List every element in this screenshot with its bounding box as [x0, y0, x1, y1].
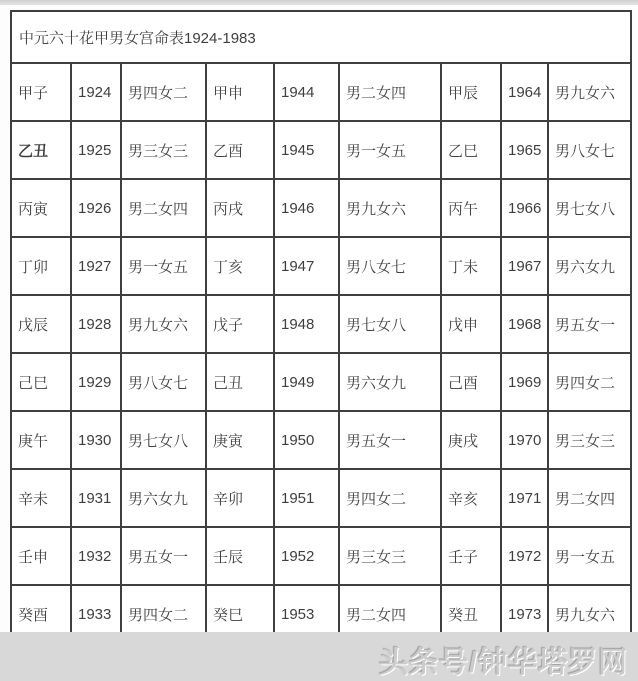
ganzhi-cell: 乙丑: [11, 121, 71, 179]
ganzhi-cell: 癸巳: [206, 585, 274, 643]
gender-number-cell: 男四女二: [548, 353, 631, 411]
gender-number-cell: 男五女一: [548, 295, 631, 353]
table-row: [11, 353, 631, 411]
table-row: [11, 527, 631, 585]
gender-number-cell: 男一女五: [121, 237, 206, 295]
ganzhi-cell: 丁亥: [206, 237, 274, 295]
table-row: [11, 237, 631, 295]
gender-number-cell: 男九女六: [339, 179, 441, 237]
gender-number-cell: 男二女四: [339, 63, 441, 121]
gender-number-cell: 男八女七: [121, 353, 206, 411]
ganzhi-cell: 辛卯: [206, 469, 274, 527]
year-cell: 1933: [71, 585, 121, 643]
ganzhi-cell: 戊辰: [11, 295, 71, 353]
year-cell: 1944: [274, 63, 339, 121]
gender-number-cell: 男八女七: [548, 121, 631, 179]
gender-number-cell: 男三女三: [548, 411, 631, 469]
gender-number-cell: 男二女四: [121, 179, 206, 237]
ganzhi-cell: 乙酉: [206, 121, 274, 179]
ganzhi-cell: 戊申: [441, 295, 501, 353]
year-cell: 1946: [274, 179, 339, 237]
ganzhi-cell: 己酉: [441, 353, 501, 411]
year-cell: 1925: [71, 121, 121, 179]
gender-number-cell: 男三女三: [121, 121, 206, 179]
ganzhi-cell: 丙戌: [206, 179, 274, 237]
gender-number-cell: 男六女九: [548, 237, 631, 295]
year-cell: 1928: [71, 295, 121, 353]
top-gray-strip: [0, 0, 638, 5]
gender-number-cell: 男九女六: [548, 585, 631, 643]
year-cell: 1969: [501, 353, 548, 411]
table-row: [11, 411, 631, 469]
gender-number-cell: 男九女六: [548, 63, 631, 121]
year-cell: 1966: [501, 179, 548, 237]
year-cell: 1927: [71, 237, 121, 295]
year-cell: 1973: [501, 585, 548, 643]
ganzhi-cell: 癸酉: [11, 585, 71, 643]
ganzhi-cell: 戊子: [206, 295, 274, 353]
year-cell: 1964: [501, 63, 548, 121]
ganzhi-cell: 辛亥: [441, 469, 501, 527]
year-cell: 1967: [501, 237, 548, 295]
table-row: [11, 63, 631, 121]
ganzhi-cell: 己巳: [11, 353, 71, 411]
ganzhi-cell: 庚午: [11, 411, 71, 469]
gender-number-cell: 男九女六: [121, 295, 206, 353]
table-row: [11, 121, 631, 179]
year-cell: 1929: [71, 353, 121, 411]
year-cell: 1970: [501, 411, 548, 469]
ganzhi-cell: 壬子: [441, 527, 501, 585]
year-cell: 1965: [501, 121, 548, 179]
gender-number-cell: 男八女七: [339, 237, 441, 295]
gender-number-cell: 男四女二: [339, 469, 441, 527]
gender-number-cell: 男四女二: [121, 585, 206, 643]
year-cell: 1930: [71, 411, 121, 469]
gender-number-cell: 男七女八: [548, 179, 631, 237]
gender-number-cell: 男一女五: [548, 527, 631, 585]
gender-number-cell: 男二女四: [339, 585, 441, 643]
year-cell: 1951: [274, 469, 339, 527]
gender-number-cell: 男五女一: [339, 411, 441, 469]
table-row: [11, 295, 631, 353]
year-cell: 1924: [71, 63, 121, 121]
year-cell: 1952: [274, 527, 339, 585]
gender-number-cell: 男七女八: [339, 295, 441, 353]
table-body: [11, 11, 631, 643]
year-cell: 1949: [274, 353, 339, 411]
table-row: [11, 179, 631, 237]
ganzhi-cell: 癸丑: [441, 585, 501, 643]
table-title: 中元六十花甲男女宫命表1924-1983: [11, 11, 631, 63]
footer-strip: [0, 632, 638, 681]
year-cell: 1931: [71, 469, 121, 527]
year-cell: 1971: [501, 469, 548, 527]
gender-number-cell: 男七女八: [121, 411, 206, 469]
year-cell: 1968: [501, 295, 548, 353]
watermark-text: 头条号/钟华塔罗网: [378, 647, 628, 679]
year-cell: 1932: [71, 527, 121, 585]
gender-number-cell: 男三女三: [339, 527, 441, 585]
ganzhi-cell: 辛未: [11, 469, 71, 527]
ganzhi-cell: 庚寅: [206, 411, 274, 469]
ganzhi-cell: 丁卯: [11, 237, 71, 295]
gender-number-cell: 男五女一: [121, 527, 206, 585]
ganzhi-cell: 甲申: [206, 63, 274, 121]
liushi-huajia-table: [10, 10, 632, 644]
ganzhi-cell: 庚戌: [441, 411, 501, 469]
year-cell: 1947: [274, 237, 339, 295]
year-cell: 1926: [71, 179, 121, 237]
ganzhi-cell: 乙巳: [441, 121, 501, 179]
ganzhi-cell: 丙寅: [11, 179, 71, 237]
ganzhi-cell: 甲辰: [441, 63, 501, 121]
year-cell: 1972: [501, 527, 548, 585]
ganzhi-cell: 丙午: [441, 179, 501, 237]
year-cell: 1948: [274, 295, 339, 353]
year-cell: 1953: [274, 585, 339, 643]
gender-number-cell: 男二女四: [548, 469, 631, 527]
ganzhi-cell: 己丑: [206, 353, 274, 411]
gender-number-cell: 男六女九: [121, 469, 206, 527]
year-cell: 1950: [274, 411, 339, 469]
ganzhi-cell: 壬辰: [206, 527, 274, 585]
table-row: [11, 469, 631, 527]
ganzhi-cell: 丁未: [441, 237, 501, 295]
ganzhi-cell: 甲子: [11, 63, 71, 121]
table-title-row: [11, 11, 631, 63]
gender-number-cell: 男六女九: [339, 353, 441, 411]
gender-number-cell: 男四女二: [121, 63, 206, 121]
ganzhi-cell: 壬申: [11, 527, 71, 585]
year-cell: 1945: [274, 121, 339, 179]
gender-number-cell: 男一女五: [339, 121, 441, 179]
